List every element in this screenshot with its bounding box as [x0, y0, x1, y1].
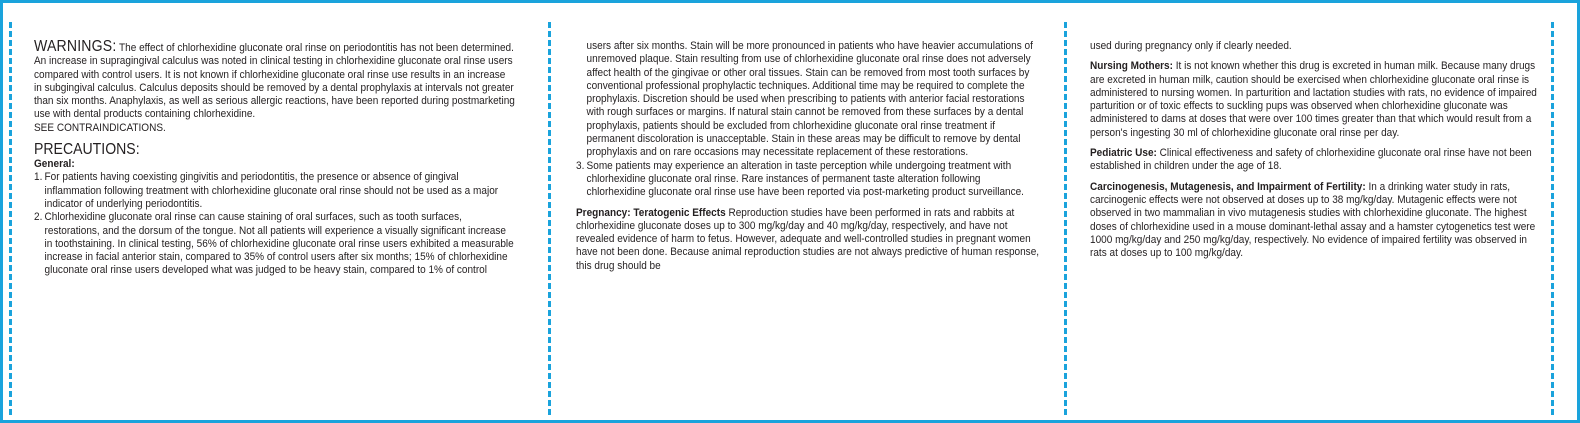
- column-1: [34, 40, 515, 278]
- column-2: [576, 40, 1042, 273]
- fold-line-1: [548, 22, 551, 415]
- list-item: 3. Some patients may experience an alteration in taste perception while undergoing treatment with chlorhexidine gluconate oral rinse. Rare instances of permanent taste alteration following chlorhexidine gluconate oral rinse use have been reported via post-marketing product surveillance.: [576, 159, 1024, 199]
- pediatric-paragraph: Pediatric Use: Clinical effectiveness and safety of chlorhexidine gluconate oral rinse have not been established in children under the age of 18.: [1090, 147, 1532, 173]
- cut-line-left: [9, 22, 12, 415]
- cut-line-right: [1551, 22, 1554, 415]
- pregnancy-paragraph: Pregnancy: Teratogenic Effects Reproduction studies have been performed in rats and rabbits at chlorhexidine gluconate doses up to 300 mg/kg/day and 40 mg/kg/day, respectively, and have not revealed evidence of harm to fetus. However, adequate and well-controlled studies in pregnant women have not been done. Because animal reproduction studies are not always predictive of human response, this drug should be: [576, 206, 1040, 272]
- list-item: 1. For patients having coexisting gingivitis and periodontitis, the presence or absence of gingival inflammation following treatment with chlorhexidine gluconate oral rinse should not be used as a major indicator of underlying periodontitis.: [34, 171, 499, 210]
- fold-line-2: [1064, 22, 1067, 415]
- warnings-heading: WARNINGS:: [34, 38, 117, 55]
- column-3: [1090, 40, 1545, 260]
- list-item: users after six months. Stain will be more pronounced in patients who have heavier accumulations of unremoved plaque. Stain resulting from use of chlorhexidine gluconate oral rinse does not adversely affect health of the gingivae or other oral tissues. Stain can be removed from most tooth surfaces by conventional professional prophylactic techniques. Additional time may be required to complete the prophylaxis. Discretion should be used when prescribing to patients with anterior facial restorations with rough surfaces or margins. If natural stain cannot be removed from these surfaces by a dental prophylaxis, patients should be excluded from chlorhexidine gluconate oral rinse treatment if permanent discoloration is unacceptable. Stain in these areas may be difficult to remove by dental prophylaxis and on rare occasions may necessitate replacement of these restorations.: [586, 40, 1033, 159]
- pregnancy-continued: used during pregnancy only if clearly needed.: [1090, 40, 1292, 52]
- precautions-heading: PRECAUTIONS:: [34, 141, 140, 159]
- nursing-heading: Nursing Mothers:: [1090, 60, 1173, 73]
- precautions-list: [34, 171, 515, 277]
- general-heading: General:: [34, 158, 75, 171]
- carcinogenesis-paragraph: Carcinogenesis, Mutagenesis, and Impairment of Fertility: In a drinking water study in rats, carcinogenic effects were not observed at doses up to 38 mg/kg/day. Mutagenic effects were not observed in two mammalian in vivo mutagenesis studies with chlorhexidine gluconate. The highest doses of chlorhexidine used in a mouse dominant-lethal assay and a hamster cytogenetics test were 1000 mg/kg/day and 250 mg/kg/day, respectively. No evidence of impaired fertility was observed in rats at doses up to 100 mg/kg/day.: [1090, 180, 1536, 260]
- precautions-list-continued: [576, 40, 1042, 200]
- warnings-text: The effect of chlorhexidine gluconate oral rinse on periodontitis has not been determined. An increase in supragingival calculus was noted in clinical testing in chlorhexidine gluconate oral rinse users compared with control users. It is not known if chlorhexidine gluconate oral rinse use results in an increase in subgingival calculus. Calculus deposits should be removed by a dental prophylaxis at intervals not greater than six months. Anaphylaxis, as well as serious allergic reactions, have been reported during postmarketing use with dental products containing chlorhexidine.: [34, 42, 515, 121]
- nursing-paragraph: Nursing Mothers: It is not known whether this drug is excreted in human milk. Because many drugs are excreted in human milk, caution should be exercised when chlorhexidine gluconate oral rinse is administered to nursing women. In parturition and lactation studies with rats, no evidence of impaired parturition or of toxic effects to suckling pups was observed when chlorhexidine gluconate was administered to dams at doses that were over 100 times greater than that which would result from a person's ingesting 30 ml of chlorhexidine gluconate oral rinse per day.: [1090, 60, 1537, 139]
- pediatric-heading: Pediatric Use:: [1090, 147, 1157, 160]
- warnings-paragraph: [34, 40, 515, 122]
- carcinogenesis-heading: Carcinogenesis, Mutagenesis, and Impairment of Fertility:: [1090, 180, 1366, 193]
- see-contraindications: SEE CONTRAINDICATIONS.: [34, 121, 166, 134]
- pregnancy-heading: Pregnancy: Teratogenic Effects: [576, 206, 726, 219]
- list-item: 2. Chlorhexidine gluconate oral rinse can cause staining of oral surfaces, such as tooth surfaces, restorations, and the dorsum of the tongue. Not all patients will experience a visually significant increase in toothstaining. In clinical testing, 56% of chlorhexidine gluconate oral rinse users exhibited a measurable increase in facial anterior stain, compared to 35% of control users after six months; 15% of chlorhexidine gluconate oral rinse users developed what was judged to be heavy stain, compared to 1% of control: [34, 211, 514, 277]
